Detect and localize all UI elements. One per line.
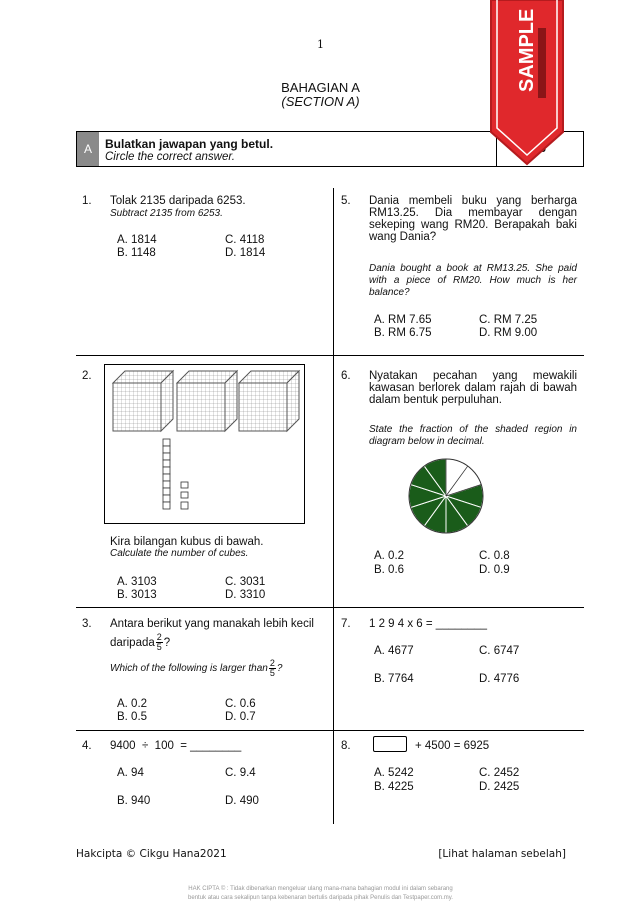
q6-option-d[interactable]: D. 0.9: [479, 564, 510, 576]
q6-option-c[interactable]: C. 0.8: [479, 550, 510, 562]
section-title: BAHAGIAN A: [281, 80, 360, 95]
instruction-malay: Bulatkan jawapan yang betul.: [105, 137, 274, 151]
row-divider-1: [76, 355, 584, 356]
q3-english-row: [110, 659, 282, 678]
sample-ribbon: [489, 0, 565, 168]
q8-number: 8.: [341, 740, 351, 752]
q3-question-mark: ?: [163, 636, 171, 649]
q3-english-denominator: 5: [269, 668, 275, 678]
q6-option-a[interactable]: A. 0.2: [374, 550, 405, 562]
q5-option-d[interactable]: D. RM 9.00: [479, 327, 538, 339]
q8-option-c[interactable]: C. 2452: [479, 767, 520, 779]
q2-option-a[interactable]: A. 3103: [117, 576, 157, 588]
q6-line-2: kawasan berlorek dalam rajah di bawah: [369, 382, 577, 394]
q5-option-c[interactable]: C. RM 7.25: [479, 314, 538, 326]
q6-option-b[interactable]: B. 0.6: [374, 564, 405, 576]
q5-option-a[interactable]: A. RM 7.65: [374, 314, 432, 326]
q3-text-1: Antara berikut yang manakah lebih kecil: [110, 618, 314, 630]
q6-line-1: Nyatakan pecahan yang mewakili: [369, 370, 577, 382]
q7-number: 7.: [341, 618, 351, 630]
section-subtitle: (SECTION A): [281, 94, 360, 109]
q3-english-numerator: 2: [269, 658, 275, 668]
q4-option-c[interactable]: C. 9.4: [225, 767, 256, 779]
footer-next-page: [Lihat halaman sebelah]: [438, 848, 566, 860]
q3-text-2-row: [110, 633, 170, 652]
q3-english: Which of the following is larger than: [110, 663, 268, 674]
q3-english-fraction: [269, 659, 276, 678]
q8-answer-box[interactable]: [373, 736, 407, 752]
footer-copyright: Hakcipta © Cikgu Hana2021: [76, 848, 227, 860]
q6-english-1: State the fraction of the shaded region in: [369, 424, 577, 435]
q1-option-b[interactable]: B. 1148: [117, 247, 156, 259]
q8-option-a[interactable]: A. 5242: [374, 767, 414, 779]
q5-line-2: RM13.25. Dia membayar dengan: [369, 207, 577, 219]
q5-english-1: Dania bought a book at RM13.25. She paid: [369, 263, 577, 274]
page-number: 1: [317, 38, 324, 51]
q6-english-2: diagram below in decimal.: [369, 436, 485, 447]
q4-number: 4.: [82, 740, 92, 752]
q8-option-b[interactable]: B. 4225: [374, 781, 414, 793]
q2-text: Kira bilangan kubus di bawah.: [110, 536, 264, 548]
q3-text-2: daripada: [110, 636, 155, 649]
q2-option-b[interactable]: B. 3013: [117, 589, 157, 601]
q5-english-2: with a piece of RM20. How much is her: [369, 275, 577, 286]
sample-text: SAMPLE: [516, 8, 538, 92]
q8-text: + 4500 = 6925: [415, 740, 490, 752]
q3-english-question-mark: ?: [276, 663, 283, 674]
q1-number: 1.: [82, 195, 92, 207]
q5-number: 5.: [341, 195, 351, 207]
q4-option-d[interactable]: D. 490: [225, 795, 259, 807]
q4-option-a[interactable]: A. 94: [117, 767, 144, 779]
copyright-line-1: HAK CIPTA © : Tidak dibenarkan mengeluar ulang mana-mana bahagian modul ini dalam sebarang: [188, 886, 453, 892]
instruction-english: Circle the correct answer.: [105, 151, 235, 163]
q5-line-1: Dania membeli buku yang berharga: [369, 195, 577, 207]
q4-text: 9400 ÷ 100 = ________: [110, 740, 242, 752]
instruction-label: A: [77, 132, 99, 166]
q7-text: 1 2 9 4 x 6 = ________: [369, 618, 487, 630]
q1-option-a[interactable]: A. 1814: [117, 234, 157, 246]
q7-option-d[interactable]: D. 4776: [479, 673, 520, 685]
row-divider-2: [76, 607, 584, 608]
q2-option-c[interactable]: C. 3031: [225, 576, 266, 588]
q3-option-a[interactable]: A. 0.2: [117, 698, 148, 710]
copyright-line-2: bentuk atau cara sekalipun tanpa kebenaran bertulis daripada pihak Penulis dan Testpaper.com.my.: [188, 895, 453, 901]
q8-option-d[interactable]: D. 2425: [479, 781, 520, 793]
pie-slices: [409, 459, 483, 533]
q4-option-b[interactable]: B. 940: [117, 795, 151, 807]
q5-option-b[interactable]: B. RM 6.75: [374, 327, 432, 339]
q2-english: Calculate the number of cubes.: [110, 548, 249, 559]
q3-fraction: [156, 633, 163, 652]
q5-line-3: sekeping wang RM20. Berapakah baki: [369, 219, 577, 231]
q2-cubes-figure: [104, 364, 305, 524]
q3-fraction-numerator: 2: [156, 632, 162, 642]
q1-option-c[interactable]: C. 4118: [225, 234, 265, 246]
q3-option-c[interactable]: C. 0.6: [225, 698, 256, 710]
q3-option-b[interactable]: B. 0.5: [117, 711, 148, 723]
q6-line-3: dalam bentuk perpuluhan.: [369, 394, 502, 406]
q6-fraction-circle: [406, 456, 486, 536]
q1-option-d[interactable]: D. 1814: [225, 247, 266, 259]
row-divider-3: [76, 730, 584, 731]
base-ten-blocks-icon: [105, 365, 304, 523]
q7-option-b[interactable]: B. 7764: [374, 673, 414, 685]
q2-option-d[interactable]: D. 3310: [225, 589, 266, 601]
q1-text: Tolak 2135 daripada 6253.: [110, 195, 246, 207]
q5-line-4: wang Dania?: [369, 231, 437, 243]
q6-number: 6.: [341, 370, 351, 382]
q3-option-d[interactable]: D. 0.7: [225, 711, 256, 723]
q7-option-a[interactable]: A. 4677: [374, 645, 414, 657]
q5-english-3: balance?: [369, 287, 410, 298]
q1-english: Subtract 2135 from 6253.: [110, 208, 223, 219]
q3-fraction-denominator: 5: [156, 642, 162, 652]
q2-number: 2.: [82, 370, 92, 382]
q7-option-c[interactable]: C. 6747: [479, 645, 520, 657]
q3-number: 3.: [82, 618, 92, 630]
column-divider: [333, 188, 334, 824]
